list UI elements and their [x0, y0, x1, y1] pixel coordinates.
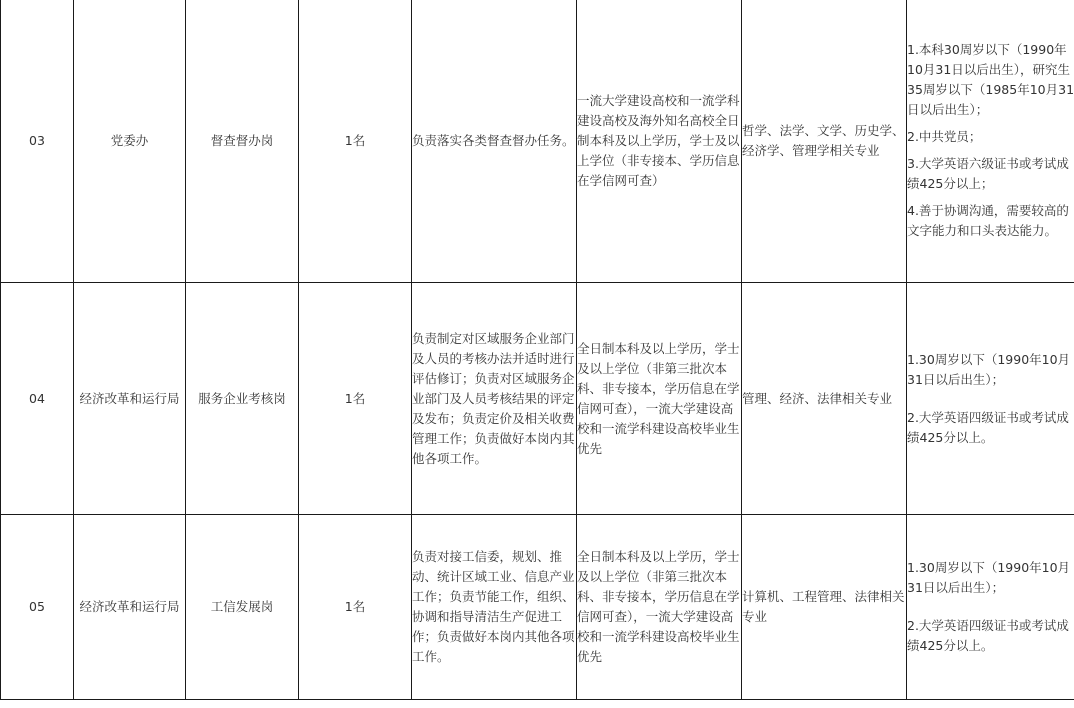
major-cell: 计算机、工程管理、法律相关专业	[742, 515, 907, 700]
requirement-item: 1.30周岁以下（1990年10月31日以后出生）；	[907, 351, 1071, 387]
row-number: 03	[1, 0, 74, 283]
row-number: 04	[1, 283, 74, 515]
post-name-cell: 工信发展岗	[186, 515, 299, 700]
duty-cell: 负责落实各类督查督办任务。	[412, 0, 577, 283]
table-row	[1, 0, 1074, 283]
requirement-item: 4.善于协调沟通，需要较高的文字能力和口头表达能力。	[907, 203, 1069, 238]
headcount-cell: 1名	[299, 283, 412, 515]
requirements-cell	[907, 515, 1074, 700]
table-row	[1, 283, 1074, 515]
requirement-item: 3.大学英语六级证书或考试成绩425分以上；	[907, 156, 1069, 191]
headcount-cell: 1名	[299, 0, 412, 283]
department-cell: 经济改革和运行局	[74, 283, 186, 515]
requirements-cell	[907, 0, 1074, 283]
duty-cell: 负责制定对区域服务企业部门及人员的考核办法并适时进行评估修订；负责对区域服务企业部门及人员考核结果的评定及发布；负责定价及相关收费管理工作；负责做好本岗内其他各项工作。	[412, 283, 577, 515]
requirement-item: 2.中共党员；	[907, 129, 982, 144]
table-row	[1, 515, 1074, 700]
education-cell: 一流大学建设高校和一流学科建设高校及海外知名高校全日制本科及以上学历，学士及以上学位（非专接本、学历信息在学信网可查）	[577, 0, 742, 283]
major-cell: 管理、经济、法律相关专业	[742, 283, 907, 515]
requirement-item: 2.大学英语四级证书或考试成绩425分以上。	[907, 409, 1069, 445]
row-number: 05	[1, 515, 74, 700]
education-cell: 全日制本科及以上学历，学士及以上学位（非第三批次本科、非专接本，学历信息在学信网可查），一流大学建设高校和一流学科建设高校毕业生优先	[577, 283, 742, 515]
major-cell: 哲学、法学、文学、历史学、经济学、管理学相关专业	[742, 0, 907, 283]
requirements-cell	[907, 283, 1074, 515]
post-name-cell: 服务企业考核岗	[186, 283, 299, 515]
education-cell: 全日制本科及以上学历，学士及以上学位（非第三批次本科、非专接本，学历信息在学信网可查），一流大学建设高校和一流学科建设高校毕业生优先	[577, 515, 742, 700]
department-cell: 经济改革和运行局	[74, 515, 186, 700]
requirement-item: 1.30周岁以下（1990年10月31日以后出生）；	[907, 560, 1071, 595]
requirement-item: 2.大学英语四级证书或考试成绩425分以上。	[907, 618, 1069, 653]
headcount-cell: 1名	[299, 515, 412, 700]
post-name-cell: 督查督办岗	[186, 0, 299, 283]
requirement-item: 1.本科30周岁以下（1990年10月31日以后出生），研究生35周岁以下（1985年10月31日以后出生）；	[907, 42, 1074, 117]
duty-cell: 负责对接工信委，规划、推动、统计区域工业、信息产业工作；负责节能工作，组织、协调和指导清洁生产促进工作；负责做好本岗内其他各项工作。	[412, 515, 577, 700]
department-cell: 党委办	[74, 0, 186, 283]
